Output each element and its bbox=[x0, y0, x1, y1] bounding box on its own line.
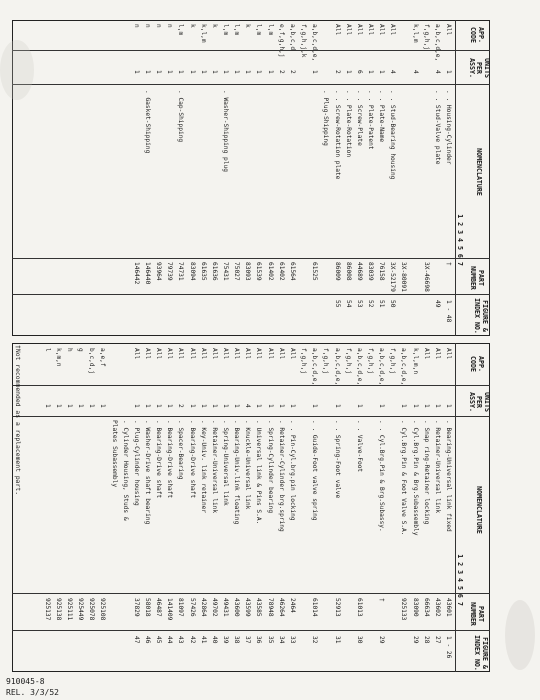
cell-units: 1 bbox=[166, 70, 174, 74]
cell-units: 1 bbox=[433, 404, 441, 408]
cell-name: . . Plate-Rotation bbox=[344, 90, 352, 158]
cell-part: 925137 bbox=[43, 598, 51, 621]
cell-part: 925078 bbox=[88, 598, 96, 621]
cell-part: 83090 bbox=[411, 598, 419, 617]
left-col-sep-fig bbox=[12, 630, 490, 631]
cell-code: All bbox=[244, 348, 252, 360]
cell-code: a,b,c,d bbox=[288, 24, 296, 51]
cell-part: 83093 bbox=[244, 262, 252, 281]
cell-units: 1 bbox=[143, 70, 151, 74]
cell-units: 1 bbox=[311, 404, 319, 408]
cell-units: 1 bbox=[422, 404, 430, 408]
cell-code: g bbox=[77, 348, 85, 352]
cell-part: 3X-52179 bbox=[389, 262, 397, 292]
cell-units: 1 bbox=[54, 404, 62, 408]
cell-name: . Retainer-Universal link bbox=[433, 420, 441, 514]
left-col-sep-name bbox=[12, 416, 490, 417]
cell-units: 1 bbox=[255, 404, 263, 408]
cell-name: Plates Subassembly bbox=[110, 420, 118, 488]
cell-fig: 52 bbox=[366, 300, 374, 308]
cell-part: 57426 bbox=[188, 598, 196, 617]
cell-units: 1 bbox=[155, 404, 163, 408]
cell-code: l,m bbox=[233, 24, 241, 36]
right-header-sep bbox=[455, 20, 456, 336]
right-header-app-code: APP. CODE bbox=[469, 27, 485, 43]
cell-part: 81097 bbox=[177, 598, 185, 617]
right-header-figure-index: FIGURE & INDEX NO. bbox=[473, 298, 489, 334]
cell-units: 1 bbox=[355, 404, 363, 408]
cell-name: . Bearing-Univ.link floating bbox=[233, 420, 241, 525]
cell-units: 1 bbox=[378, 404, 386, 408]
cell-code: e,f,g,h,j bbox=[277, 24, 285, 58]
cell-units: 2 bbox=[333, 70, 341, 74]
cell-fig: 34 bbox=[277, 636, 285, 644]
cell-code: l,m bbox=[222, 24, 229, 36]
cell-units: 1 bbox=[199, 70, 207, 74]
cell-code: All bbox=[132, 348, 140, 360]
cell-part: 46487 bbox=[155, 598, 163, 617]
cell-fig: 44 bbox=[166, 636, 174, 644]
cell-code: All bbox=[288, 348, 296, 360]
cell-part: 141409 bbox=[166, 598, 174, 621]
cell-part: 52913 bbox=[333, 598, 341, 617]
scan-smudge bbox=[0, 40, 34, 100]
cell-units: 1 bbox=[155, 70, 163, 74]
cell-code: All bbox=[199, 348, 207, 360]
cell-part: 49702 bbox=[210, 598, 218, 617]
cell-name: . Cyl.Brg.Pin & Foot Valve S.A. bbox=[400, 420, 408, 536]
cell-units: 6 bbox=[355, 70, 363, 74]
cell-units: 1 bbox=[77, 404, 85, 408]
cell-part: † bbox=[445, 262, 452, 266]
cell-fig: 41 bbox=[199, 636, 207, 644]
left-header-app-code: APP. CODE bbox=[469, 356, 485, 372]
cell-fig: 39 bbox=[222, 636, 229, 644]
cell-part: 75431 bbox=[222, 262, 229, 281]
left-col-sep-part bbox=[12, 593, 490, 594]
cell-name: . . Cyl.Brg.Pin & Brg.Subassy. bbox=[378, 420, 386, 532]
cell-part: 61402 bbox=[266, 262, 274, 281]
cell-name: . Key-Univ. link retainer bbox=[199, 420, 207, 514]
cell-code: k bbox=[244, 24, 252, 28]
cell-part: 86008 bbox=[344, 262, 352, 281]
cell-code: All bbox=[188, 348, 196, 360]
cell-part: 78948 bbox=[266, 598, 274, 617]
cell-name: . . Stud-Bearing housing bbox=[389, 90, 397, 180]
cell-units: 4 bbox=[244, 404, 252, 408]
cell-units: 1 bbox=[288, 404, 296, 408]
cell-units: 1 bbox=[88, 404, 96, 408]
cell-name: . Spring-Universal link bbox=[222, 420, 229, 506]
cell-part: 86009 bbox=[333, 262, 341, 281]
cell-fig: 37 bbox=[244, 636, 252, 644]
cell-code: All bbox=[277, 348, 285, 360]
cell-fig: 31 bbox=[333, 636, 341, 644]
cell-code: k,l,m bbox=[199, 24, 207, 43]
cell-code: a,b,c,d,e, bbox=[311, 24, 319, 62]
cell-part: 43600 bbox=[233, 598, 241, 617]
cell-fig: 27 bbox=[433, 636, 441, 644]
cell-code: k,l,m bbox=[411, 24, 419, 43]
cell-part: 43585 bbox=[255, 598, 263, 617]
cell-name: . Retainer-Universal link bbox=[210, 420, 218, 514]
cell-part: 61013 bbox=[355, 598, 363, 617]
cell-part: 925111 bbox=[65, 598, 73, 621]
cell-part: 66634 bbox=[422, 598, 430, 617]
right-col-sep-units bbox=[12, 50, 490, 51]
cell-name: . Retainer-Cylinder brg.spring bbox=[277, 420, 285, 532]
cell-code: f,g,h,j bbox=[344, 348, 352, 375]
cell-units: 1 bbox=[132, 404, 140, 408]
cell-part: 79739 bbox=[166, 262, 174, 281]
cell-code: a,b,c,d,e, bbox=[311, 348, 319, 386]
cell-code: l,m bbox=[266, 24, 274, 36]
cell-name: . . Screw-Rotation plate bbox=[333, 90, 341, 180]
cell-units: 1 bbox=[400, 404, 408, 408]
cell-name: . Cap-Shipping bbox=[177, 90, 185, 143]
cell-units: 1 bbox=[277, 404, 285, 408]
cell-units: 1 bbox=[222, 404, 229, 408]
left-col-sep-units bbox=[12, 385, 490, 386]
cell-units: 1 bbox=[344, 70, 352, 74]
cell-part: 46264 bbox=[277, 598, 285, 617]
cell-fig: 50 bbox=[389, 300, 397, 308]
cell-name: . Universal link & Pins S.A. bbox=[255, 420, 263, 525]
cell-units: 1 bbox=[177, 70, 185, 74]
cell-part: 61525 bbox=[311, 262, 319, 281]
cell-units: 1 bbox=[311, 70, 319, 74]
cell-code: a,e,f bbox=[99, 348, 107, 367]
cell-name: . . Stud-Valve plate bbox=[433, 90, 441, 165]
cell-code: k,m,n bbox=[54, 348, 62, 367]
cell-part: 61564 bbox=[288, 262, 296, 281]
cell-part: 74731 bbox=[177, 262, 185, 281]
cell-part: 49431 bbox=[222, 598, 229, 617]
cell-fig: 1 - 48 bbox=[445, 300, 452, 323]
cell-code: h bbox=[65, 348, 73, 352]
cell-code: l,m bbox=[177, 24, 185, 36]
cell-code: n bbox=[143, 24, 151, 28]
cell-name: . Washer-Drive shaft bearing bbox=[143, 420, 151, 525]
cell-units: 1 bbox=[132, 70, 140, 74]
cell-fig: 30 bbox=[355, 636, 363, 644]
cell-part: 76158 bbox=[378, 262, 386, 281]
cell-fig: 43 bbox=[177, 636, 185, 644]
cell-code: a,b,c,d,e, bbox=[400, 348, 408, 386]
right-col-sep-fig bbox=[12, 294, 490, 295]
cell-units: 1 bbox=[266, 70, 274, 74]
left-header-units-per-assy: UNITS PER ASSY. bbox=[468, 392, 491, 412]
cell-units: 1 bbox=[244, 70, 252, 74]
cell-fig: 29 bbox=[411, 636, 419, 644]
cell-name: . Snap ring-Retainer locking bbox=[422, 420, 430, 525]
document-revision: REL. 3/3/52 bbox=[6, 688, 59, 697]
cell-units: 1 bbox=[188, 70, 196, 74]
cell-fig: 32 bbox=[311, 636, 319, 644]
cell-part: 61014 bbox=[311, 598, 319, 617]
left-header-part-number: PART NUMBER bbox=[469, 602, 485, 626]
cell-fig: 33 bbox=[288, 636, 296, 644]
cell-code: f,g,h,j bbox=[300, 348, 308, 375]
cell-name: . Bearing-Drive shaft bbox=[188, 420, 196, 499]
cell-code: All bbox=[344, 24, 352, 36]
cell-part: 925108 bbox=[99, 598, 107, 621]
left-header-sep bbox=[455, 343, 456, 672]
cell-units: 1 bbox=[43, 404, 51, 408]
cell-fig: 1 - 26 bbox=[445, 636, 452, 659]
cell-name: . . Screw-Plate bbox=[355, 90, 363, 146]
cell-units: 1 bbox=[266, 404, 274, 408]
cell-code: All bbox=[143, 348, 151, 360]
cell-name: . Plug-Cylinder housing bbox=[132, 420, 140, 506]
cell-code: a,b,c,d,e, bbox=[355, 348, 363, 386]
cell-code: All bbox=[166, 348, 174, 360]
right-col-sep-name bbox=[12, 84, 490, 85]
cell-code: All bbox=[177, 348, 185, 360]
cell-units: 1 bbox=[210, 70, 218, 74]
cell-fig: 36 bbox=[255, 636, 263, 644]
cell-fig: 49 bbox=[433, 300, 441, 308]
cell-code: All bbox=[255, 348, 263, 360]
cell-code: All bbox=[445, 24, 452, 36]
cell-units: 4 bbox=[433, 70, 441, 74]
right-col-sep-part bbox=[12, 258, 490, 259]
cell-part: 3X-46698 bbox=[422, 262, 430, 292]
cell-units: 1 bbox=[333, 404, 341, 408]
cell-code: f,g,h,j bbox=[422, 24, 430, 51]
cell-code: All bbox=[233, 348, 241, 360]
cell-fig: 28 bbox=[422, 636, 430, 644]
cell-code: l bbox=[43, 348, 51, 352]
cell-code: All bbox=[333, 24, 341, 36]
cell-code: k bbox=[188, 24, 196, 28]
cell-name: . . Guide-Foot valve spring bbox=[311, 420, 319, 521]
cell-code: All bbox=[355, 24, 363, 36]
right-header-nomenclature-sub: 1 2 3 4 5 6 7 bbox=[456, 214, 464, 266]
cell-code: All bbox=[433, 348, 441, 360]
cell-code: All bbox=[389, 24, 397, 36]
cell-part: 43602 bbox=[433, 598, 441, 617]
cell-code: b,c,d,j bbox=[88, 348, 96, 375]
cell-units: 1 bbox=[166, 404, 174, 408]
cell-fig: 54 bbox=[344, 300, 352, 308]
cell-part: 43599 bbox=[244, 598, 252, 617]
cell-code: All bbox=[422, 348, 430, 360]
cell-units: 1 bbox=[199, 404, 207, 408]
cell-fig: 38 bbox=[233, 636, 241, 644]
cell-fig: 53 bbox=[355, 300, 363, 308]
cell-units: 1 bbox=[188, 404, 196, 408]
cell-part: 93964 bbox=[155, 262, 163, 281]
cell-units: 1 bbox=[445, 404, 452, 408]
cell-name: . . Plate-Patent bbox=[366, 90, 374, 150]
cell-name: . . Pin-Cyl.brg.pin locking bbox=[288, 420, 296, 521]
cell-units: 1 bbox=[411, 404, 419, 408]
cell-fig: 35 bbox=[266, 636, 274, 644]
cell-code: f,g,h,j,k bbox=[300, 24, 308, 58]
cell-part: 2464 bbox=[288, 598, 296, 613]
cell-fig: 40 bbox=[210, 636, 218, 644]
cell-fig: 45 bbox=[155, 636, 163, 644]
cell-code: All bbox=[210, 348, 218, 360]
right-header-part-number: PART NUMBER bbox=[469, 266, 485, 290]
cell-fig: 51 bbox=[378, 300, 386, 308]
cell-part: 61636 bbox=[210, 262, 218, 281]
cell-name: . Washer-Shipping plug bbox=[222, 90, 229, 172]
cell-name: . Knuckle-Universal link bbox=[244, 420, 252, 510]
cell-units: 1 bbox=[255, 70, 263, 74]
cell-code: All bbox=[222, 348, 229, 360]
cell-part: 83039 bbox=[366, 262, 374, 281]
cell-part: 42864 bbox=[199, 598, 207, 617]
cell-part: 925449 bbox=[77, 598, 85, 621]
cell-units: 1 bbox=[366, 70, 374, 74]
cell-units: 1 bbox=[378, 70, 386, 74]
cell-code: n bbox=[132, 24, 140, 28]
cell-part: 146442 bbox=[132, 262, 140, 285]
cell-part: 146440 bbox=[143, 262, 151, 285]
document-number: 910045-8 bbox=[6, 677, 45, 686]
cell-part: 61635 bbox=[199, 262, 207, 281]
cell-code: n bbox=[166, 24, 174, 28]
cell-part: 925138 bbox=[54, 598, 62, 621]
cell-name: . Spacer-Bearing bbox=[177, 420, 185, 480]
cell-name: . Plug-Shipping bbox=[322, 90, 330, 146]
cell-name: . . Valve-Foot bbox=[355, 420, 363, 473]
cell-name: . Bearing-Drive shaft bbox=[155, 420, 163, 499]
cell-units: 1 bbox=[445, 70, 452, 74]
cell-units: 1 bbox=[233, 70, 241, 74]
left-header-nomenclature-sub: 1 2 3 4 5 6 7 bbox=[456, 554, 464, 606]
cell-fig: 29 bbox=[378, 636, 386, 644]
cell-code: n bbox=[155, 24, 163, 28]
cell-part: 43601 bbox=[445, 598, 452, 617]
cell-name: . Bearing-Universal link fixed bbox=[445, 420, 452, 532]
cell-name: . . Plate-Name bbox=[378, 90, 386, 143]
cell-name: . . Housing-Cylinder bbox=[445, 90, 452, 165]
cell-units: 1 bbox=[65, 404, 73, 408]
cell-name: . Cyl.Brg.Pin & Brg.Subassembly bbox=[411, 420, 419, 536]
cell-code: All bbox=[266, 348, 274, 360]
cell-units: 1 bbox=[210, 404, 218, 408]
cell-code: a,b,c,d,e, bbox=[333, 348, 341, 386]
cell-units: 2 bbox=[288, 70, 296, 74]
scan-smudge bbox=[505, 600, 535, 670]
right-header-nomenclature: NOMENCLATURE bbox=[475, 148, 483, 196]
cell-fig: 42 bbox=[188, 636, 196, 644]
right-parts-table bbox=[12, 20, 490, 336]
cell-name: . Cylinder Housing, Studs & bbox=[121, 420, 129, 521]
cell-units: 4 bbox=[411, 70, 419, 74]
cell-name: . Gasket-Shipping bbox=[143, 90, 151, 154]
cell-units: 2 bbox=[177, 404, 185, 408]
cell-fig: 47 bbox=[132, 636, 140, 644]
cell-code: f,g,h,j bbox=[366, 348, 374, 375]
cell-part: 925133 bbox=[400, 598, 408, 621]
cell-fig: 46 bbox=[143, 636, 151, 644]
cell-units: 4 bbox=[389, 70, 397, 74]
cell-code: f,g,h,j bbox=[322, 348, 330, 375]
cell-code: a,b,c,d,e, bbox=[433, 24, 441, 62]
cell-code: k,l,m,n bbox=[411, 348, 419, 375]
cell-code: All bbox=[378, 24, 386, 36]
cell-part: 83094 bbox=[188, 262, 196, 281]
cell-part: † bbox=[378, 598, 386, 602]
footnote: †Not recommended as a replacement part. bbox=[14, 345, 22, 496]
cell-code: f,g,h,j bbox=[389, 348, 397, 375]
cell-name: . . Spring-Foot valve bbox=[333, 420, 341, 499]
cell-code: k bbox=[210, 24, 218, 28]
cell-units: 2 bbox=[277, 70, 285, 74]
cell-code: All bbox=[155, 348, 163, 360]
cell-units: 1 bbox=[143, 404, 151, 408]
cell-code: All bbox=[366, 24, 374, 36]
cell-fig: 55 bbox=[333, 300, 341, 308]
cell-units: 1 bbox=[222, 70, 229, 74]
cell-code: All bbox=[445, 348, 452, 360]
cell-part: 58018 bbox=[143, 598, 151, 617]
left-header-nomenclature: NOMENCLATURE bbox=[475, 486, 483, 534]
cell-code: l,m bbox=[255, 24, 263, 36]
cell-part: 44689 bbox=[355, 262, 363, 281]
cell-part: 37829 bbox=[132, 598, 140, 617]
cell-name: . Bearing-Drive shaft bbox=[166, 420, 174, 499]
cell-name: . Spring-Cylinder bearing bbox=[266, 420, 274, 514]
cell-code: a,b,c,d,e, bbox=[378, 348, 386, 386]
left-header-figure-index: FIGURE & INDEX NO. bbox=[473, 635, 489, 671]
cell-part: 75027 bbox=[233, 262, 241, 281]
cell-part: 3X-80091 bbox=[400, 262, 408, 292]
cell-units: 1 bbox=[99, 404, 107, 408]
cell-units: 1 bbox=[233, 404, 241, 408]
right-header-units-per-assy: UNITS PER ASSY. bbox=[468, 58, 491, 78]
cell-part: 61539 bbox=[255, 262, 263, 281]
cell-part: 61402 bbox=[277, 262, 285, 281]
